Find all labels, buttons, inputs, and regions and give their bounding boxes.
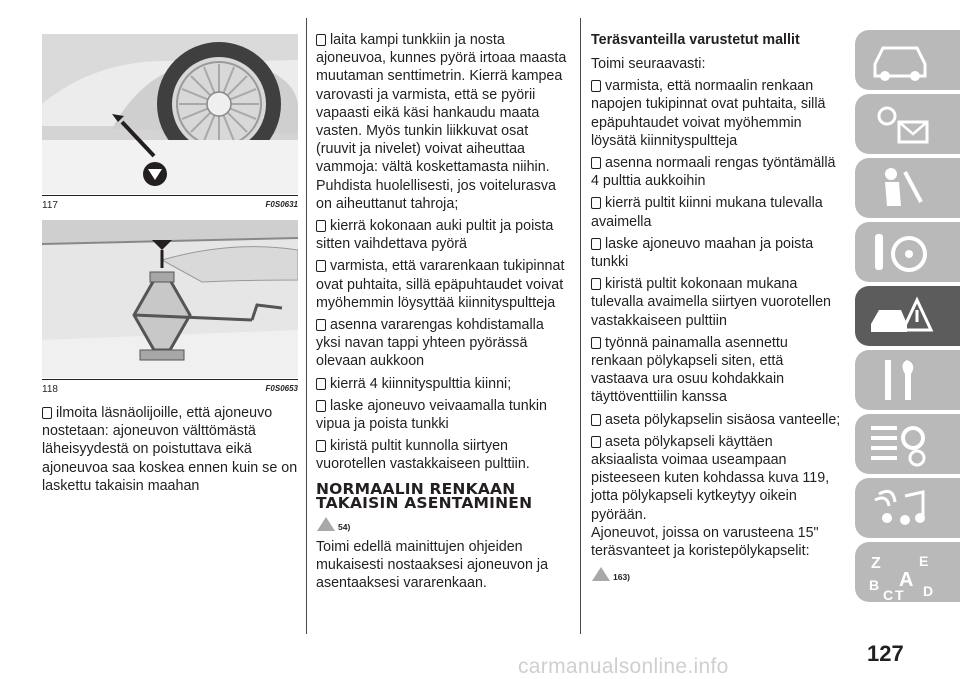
- subsection-heading: Teräsvanteilla varustetut mallit: [591, 32, 800, 48]
- maintenance-icon: [865, 354, 935, 406]
- checkbox-bullet-icon: [316, 440, 326, 452]
- tab-technical-data[interactable]: [855, 414, 960, 474]
- column-2: [316, 31, 570, 592]
- tab-emergency[interactable]: [855, 286, 960, 346]
- tab-index[interactable]: [855, 542, 960, 602]
- figure-118-number: 118: [42, 384, 58, 395]
- jack-illustration: [42, 220, 298, 378]
- checkbox-bullet-icon: [316, 260, 326, 272]
- warning-reference: [591, 566, 843, 584]
- checkbox-bullet-icon: [591, 278, 601, 290]
- lead-text: Toimi seuraavasti:: [591, 56, 706, 72]
- step-lower-vehicle: [316, 397, 570, 433]
- figure-118-rule: [42, 379, 298, 380]
- step-text: kierrä kokonaan auki pultit ja poista sitten vaihdettava pyörä: [316, 218, 554, 253]
- checkbox-bullet-icon: [316, 319, 326, 331]
- step-place-hubcap-inner: [591, 411, 843, 429]
- checkbox-bullet-icon: [591, 197, 601, 209]
- index-letter-z: Z: [871, 555, 881, 572]
- emergency-icon: [865, 290, 935, 342]
- warning-lights-icon: [865, 98, 935, 150]
- step-screw-bolts: [591, 194, 843, 230]
- checkbox-bullet-icon: [591, 238, 601, 250]
- step-text: ilmoita läsnäolijoille, että ajoneuvo nostetaan: ajoneuvon välttömästä läheisyydestä on poistuttava eikä ajoneuvoa saa koskea ennen kuin se on laskettu takaisin maahan: [42, 405, 298, 494]
- index-letter-e: E: [919, 553, 929, 569]
- figure-118-code: F0S0653: [265, 384, 298, 393]
- tab-multimedia[interactable]: [855, 478, 960, 538]
- step-text: kiristä pultit kokonaan mukana tulevalla avaimella siirtyen vuorotellen vastakkaiseen pulttiin: [591, 276, 831, 329]
- step-text: varmista, että vararenkaan tukipinnat ovat puhtaita, sillä epäpuhtaudet voivat myöhemmin löysyttää kiinnityspultteja: [316, 258, 565, 311]
- step-remove-wheel: [316, 217, 570, 253]
- warning-ref-number: 54): [338, 521, 351, 532]
- watermark: carmanualsonline.info: [518, 655, 729, 678]
- step-text: työnnä painamalla asennettu renkaan pölykapseli siten, että vastaava ura osuu kohdakkain täyttöventtiilin kanssa: [591, 334, 788, 406]
- step-notify-bystanders: [42, 404, 298, 495]
- step-fully-tighten: [591, 275, 843, 330]
- tab-car-overview[interactable]: [855, 30, 960, 90]
- step-text: kiristä pultit kunnolla siirtyen vuorotellen vastakkaiseen pulttiin.: [316, 438, 530, 473]
- warning-triangle-icon: [316, 516, 336, 532]
- checkbox-bullet-icon: [42, 407, 52, 419]
- checkbox-bullet-icon: [316, 378, 326, 390]
- step-text: varmista, että normaalin renkaan napojen tukipinnat ovat puhtaita, sillä epäpuhtaudet voivat myöhemmin löysätä kiinnityspultteja: [591, 78, 826, 149]
- step-check-hub: [591, 77, 843, 150]
- figure-117-code: F0S0631: [265, 200, 298, 209]
- reinstall-intro: Toimi edellä mainittujen ohjeiden mukaisesti nostaaksesi ajoneuvon ja asentaaksesi vararenkaan.: [316, 538, 549, 592]
- figure-118-jack-crank: [42, 220, 298, 378]
- step-text: asenna vararengas kohdistamalla yksi navan tappi yhteen pyörässä olevaan aukkoon: [316, 317, 544, 370]
- section-heading: [316, 479, 570, 512]
- step-text: laske ajoneuvo maahan ja poista tunkki: [591, 235, 814, 271]
- step-text: kierrä 4 kiinnityspulttia kiinni;: [330, 375, 512, 392]
- step-text: laita kampi tunkkiin ja nosta ajoneuvoa, kunnes pyörä irtoaa maasta muutaman senttimetrin. Kierrä kampea varovasti ja varmista, että se pyörii vapaasti eikä käsi hankaudu maata vasten. Myös tunkin liikkuvat osat (ruuvit ja nivelet) voivat aiheuttaa vammoja: vältä koskettamasta niihin. Puhdista huolellisesti, jos voitelurasva on aiheuttanut tahroja;: [316, 32, 567, 212]
- checkbox-bullet-icon: [591, 157, 601, 169]
- step-text: asenna normaali rengas työntämällä 4 pulttia aukkoihin: [591, 155, 836, 190]
- figure-117-rule: [42, 195, 298, 196]
- checkbox-bullet-icon: [591, 337, 601, 349]
- tab-safety[interactable]: [855, 158, 960, 218]
- figure-117-wheel-jack-point: [42, 34, 298, 194]
- column-divider-2: [580, 18, 581, 634]
- checkbox-bullet-icon: [316, 220, 326, 232]
- tab-warning-lights[interactable]: [855, 94, 960, 154]
- step-tighten-bolts: [316, 375, 570, 393]
- step-text: aseta pölykapselin sisäosa vanteelle;: [605, 411, 841, 428]
- step-check-surfaces: [316, 257, 570, 312]
- multimedia-icon: [865, 482, 935, 534]
- step-lower-remove-jack: [591, 235, 843, 271]
- tab-maintenance[interactable]: [855, 350, 960, 410]
- warning-triangle-icon: [591, 566, 611, 582]
- step-text: aseta pölykapseli käyttäen aksiaalista voimaa useampaan pisteeseen kuten kohdassa kuva 119, jotta pölykapseli kytkeytyy oikein pyörään.: [591, 433, 830, 523]
- section-heading-line-1: NORMAALIN RENKAAN: [316, 479, 516, 498]
- hubcap-note: Ajoneuvot, joissa on varusteena 15" teräsvanteet ja koristepölykapselit:: [591, 524, 819, 560]
- wheel-illustration: [42, 34, 298, 194]
- column-3: [591, 31, 843, 584]
- warning-reference: [316, 516, 570, 534]
- starting-driving-icon: [865, 226, 935, 278]
- page-number: 127: [867, 641, 904, 666]
- section-heading-line-2: TAKAISIN ASENTAMINEN: [316, 493, 533, 512]
- safety-airbag-icon: [865, 162, 935, 214]
- step-fit-spare: [316, 316, 570, 371]
- step-fit-hubcap: [591, 433, 843, 524]
- figure-117-number: 117: [42, 200, 58, 211]
- index-icon: [865, 546, 945, 602]
- step-text: kierrä pultit kiinni mukana tulevalla avaimella: [591, 195, 823, 230]
- column-divider-1: [306, 18, 307, 634]
- index-letter-b: B: [869, 577, 880, 593]
- index-letter-c: C: [883, 587, 894, 602]
- checkbox-bullet-icon: [591, 436, 601, 448]
- step-text: laske ajoneuvo veivaamalla tunkin vipua ja poista tunkki: [316, 397, 547, 433]
- warning-ref-number: 163): [613, 572, 631, 583]
- step-raise-vehicle: [316, 31, 570, 213]
- tab-starting-driving[interactable]: [855, 222, 960, 282]
- checkbox-bullet-icon: [591, 414, 601, 426]
- index-letter-a: A: [899, 569, 914, 591]
- step-push-hubcap: [591, 334, 843, 407]
- step-fit-wheel: [591, 154, 843, 190]
- checkbox-bullet-icon: [316, 34, 326, 46]
- index-letter-t: T: [895, 587, 904, 602]
- step-final-tighten: [316, 437, 570, 473]
- index-letter-d: D: [923, 583, 934, 599]
- car-icon: [865, 34, 935, 86]
- checkbox-bullet-icon: [591, 80, 601, 92]
- technical-data-icon: [865, 418, 935, 470]
- checkbox-bullet-icon: [316, 400, 326, 412]
